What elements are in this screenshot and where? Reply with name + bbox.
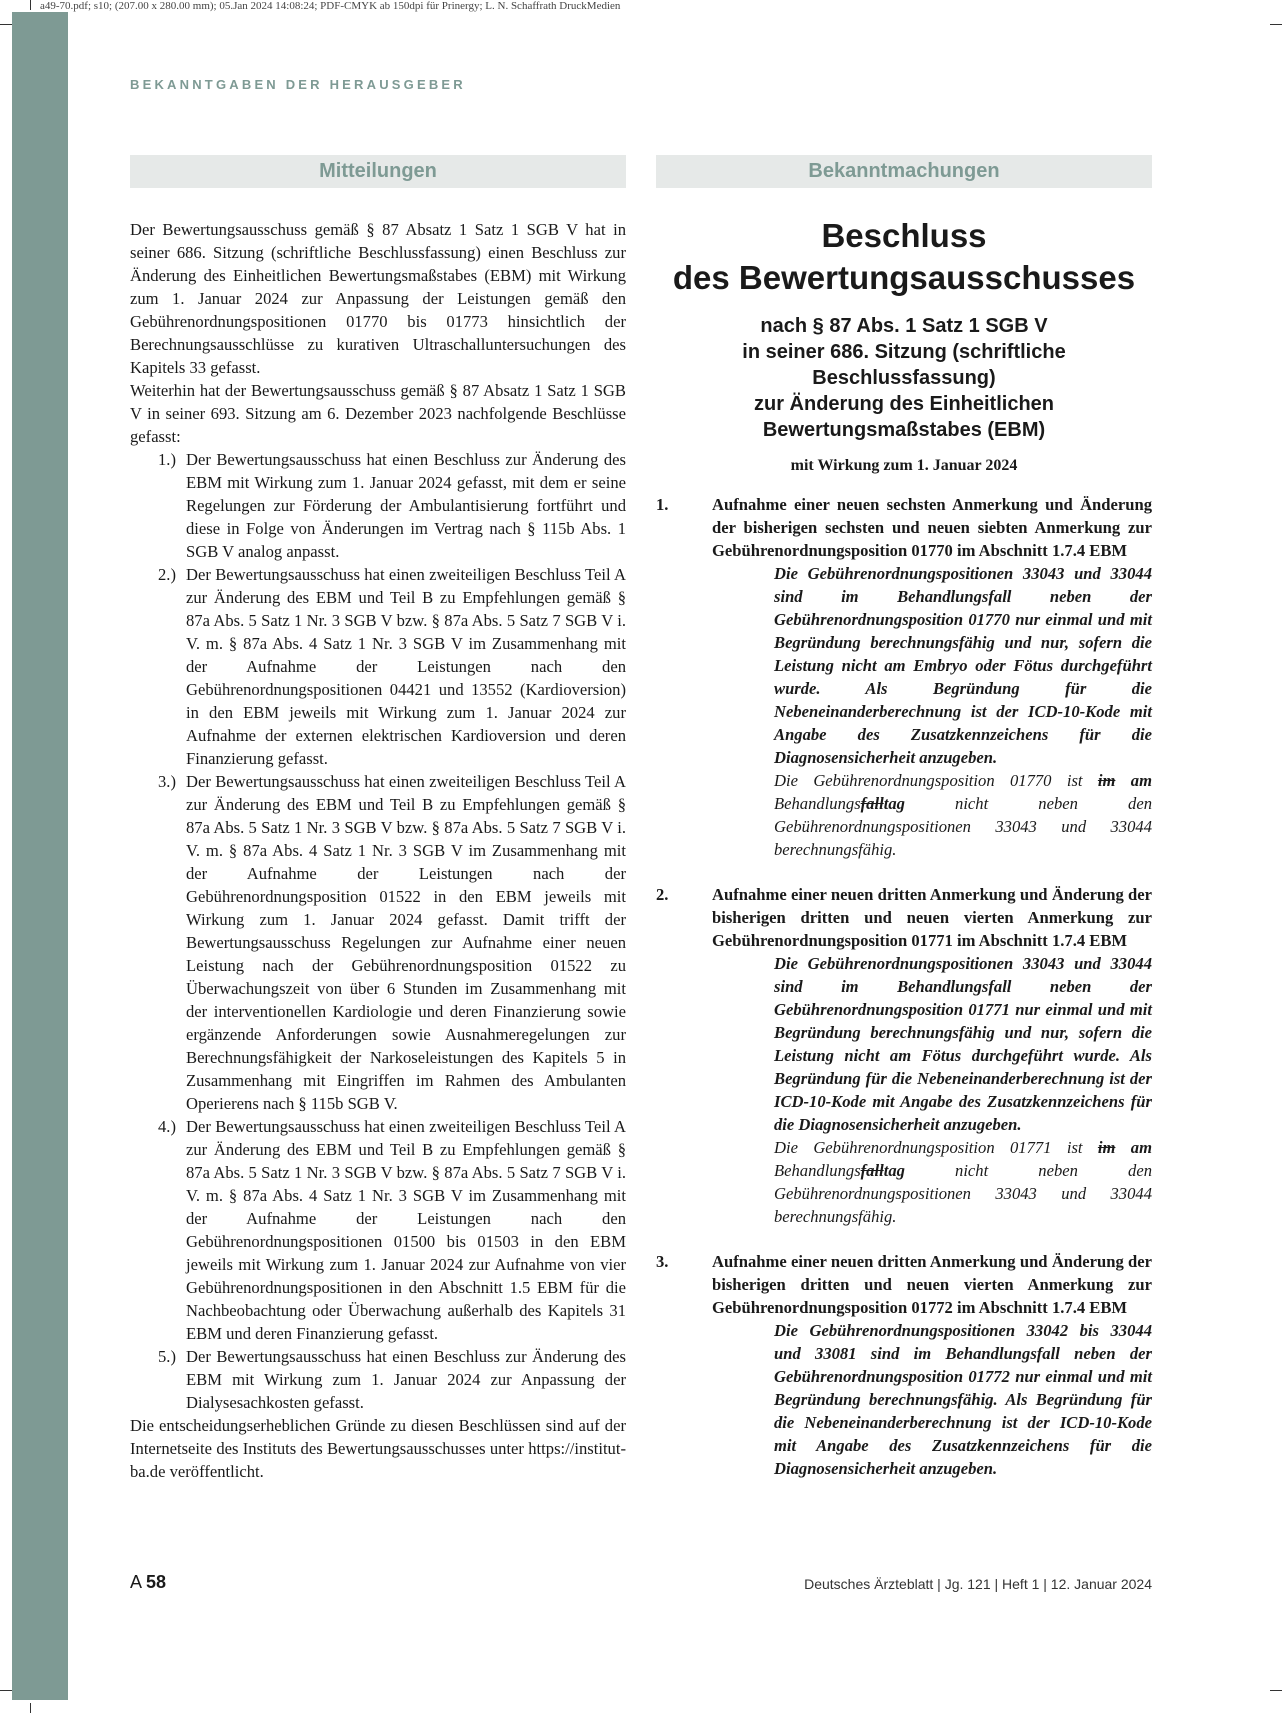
change-text: Behandlungs <box>774 1161 861 1180</box>
page-number <box>130 1572 166 1593</box>
list-number: 5.) <box>158 1347 176 1366</box>
column-heading-mitteilungen: Mitteilungen <box>130 155 626 188</box>
crop-mark <box>0 1690 12 1691</box>
list-number: 3.) <box>158 772 176 791</box>
inserted-text: tag <box>883 794 905 813</box>
pdf-meta-line: a49-70.pdf; s10; (207.00 x 280.00 mm); 05.Jan 2024 14:08:24; PDF-CMYK ab 150dpi für Prinergy; L. N. Schaffrath DruckMedien <box>40 0 621 12</box>
inserted-text: am <box>1115 771 1152 790</box>
effective-date: mit Wirkung zum 1. Januar 2024 <box>790 457 1018 474</box>
decision-list <box>130 448 626 1414</box>
subtitle-line: in seiner 686. Sitzung (schriftliche Beschlussfassung) <box>742 341 1066 389</box>
decision-list-item <box>130 770 626 1115</box>
bekanntmachungen-body <box>656 493 1152 1502</box>
resolution-item <box>656 1250 1152 1480</box>
item-number: 1. <box>656 495 669 514</box>
item-body <box>712 562 1152 861</box>
page-prefix: A <box>130 1572 142 1592</box>
change-text: nicht neben den Gebührenordnungspositionen 33043 und 33044 berechnungsfähig. <box>774 1161 1152 1226</box>
deleted-text: fall <box>860 1161 884 1180</box>
item-number: 3. <box>656 1252 669 1271</box>
crop-mark <box>1270 1690 1282 1691</box>
item-body <box>712 1319 1152 1480</box>
deleted-text: im <box>1097 771 1116 790</box>
intro-paragraph: Der Bewertungsausschuss gemäß § 87 Absatz 1 Satz 1 SGB V hat in seiner 686. Sitzung (schriftliche Beschlussfassung) einen Beschluss zur Änderung des Einheitlichen Bewertungsmaßstabes (EBM) mit Wirkung zum 1. Januar 2024 zur Anpassung der Leistungen gemäß den Gebührenordnungspositionen 01770 bis 01773 hinsichtlich der Berechnungsausschlüsse zu kurativen Ultraschalluntersuchungen des Kapitels 33 gefasst. <box>130 220 626 377</box>
inserted-text: am <box>1115 1138 1152 1157</box>
closing-paragraph: Die entscheidungserheblichen Gründe zu diesen Beschlüssen sind auf der Internetseite des Instituts des Bewertungsausschusses unter https://institut-ba.de veröffentlicht. <box>130 1416 626 1481</box>
decision-list-item <box>130 1115 626 1345</box>
decision-list-item <box>130 448 626 563</box>
resolution-title: Beschluss <box>821 217 987 254</box>
decision-list-item <box>130 563 626 770</box>
list-item-text: Der Bewertungsausschuss hat einen Beschluss zur Änderung des EBM mit Wirkung zum 1. Januar 2024 gefasst, mit dem er seine Regelungen zur Förderung der Ambulantisierung fortführt und diese in Folge von Änderungen im Vertrag nach § 115b Abs. 1 SGB V analog anpasst. <box>186 450 626 561</box>
deleted-text: im <box>1097 1138 1116 1157</box>
mitteilungen-body <box>130 218 626 1483</box>
decision-list-item <box>130 1345 626 1414</box>
item-number: 2. <box>656 885 669 904</box>
resolution-item <box>656 883 1152 1228</box>
resolution-title-line-2: des Bewertungsausschusses <box>672 259 1136 296</box>
subtitle-line: Bewertungsmaßstabes (EBM) <box>762 419 1046 441</box>
list-item-text: Der Bewertungsausschuss hat einen zweiteiligen Beschluss Teil A zur Änderung des EBM und Teil B zu Empfehlungen gemäß § 87a Abs. 5 Satz 1 Nr. 3 SGB V bzw. § 87a Abs. 5 Satz 7 SGB V i. V. m. § 87a Abs. 4 Satz 1 Nr. 3 SGB V im Zusammenhang mit der Aufnahme der Leistungen nach den Gebührenordnungspositionen 01500 bis 01503 in den EBM jeweils mit Wirkung zum 1. Januar 2024 zur Aufnahme von vier Gebührenordnungspositionen in den Abschnitt 1.5 EBM für die Nachbeobachtung oder Überwachung außerhalb des Kapitels 31 EBM und deren Finanzierung gefasst. <box>186 1117 626 1343</box>
side-color-band <box>12 12 68 1700</box>
list-item-text: Der Bewertungsausschuss hat einen Beschluss zur Änderung des EBM mit Wirkung zum 1. Januar 2024 zur Anpassung der Dialysesachkosten gefasst. <box>186 1347 626 1412</box>
change-text: Die Gebührenordnungsposition 01770 ist <box>774 771 1098 790</box>
crop-mark <box>1270 24 1282 25</box>
new-annotation: Die Gebührenordnungspositionen 33042 bis 33044 und 33081 sind im Behandlungsfall neben der Gebührenordnungsposition 01772 nur einmal und mit Begründung berechnungsfähig. Als Begründung für die Nebeneinanderberechnung ist der ICD-10-Kode mit Angabe des Zusatzkennzeichens für die Diagnosensicherheit anzugeben. <box>774 1321 1152 1478</box>
subtitle-line: nach § 87 Abs. 1 Satz 1 SGB V <box>760 315 1048 337</box>
crop-mark <box>30 0 31 10</box>
column-heading-bekanntmachungen: Bekanntmachungen <box>656 155 1152 188</box>
publication-info: Deutsches Ärzteblatt | Jg. 121 | Heft 1 | 12. Januar 2024 <box>804 1576 1152 1592</box>
list-number: 2.) <box>158 565 176 584</box>
subtitle-line: zur Änderung des Einheitlichen <box>753 393 1055 415</box>
list-number: 1.) <box>158 450 176 469</box>
resolution-title-block <box>656 215 1152 475</box>
change-text: Behandlungs <box>774 794 861 813</box>
changed-annotation <box>774 769 1152 861</box>
new-annotation: Die Gebührenordnungspositionen 33043 und 33044 sind im Behandlungsfall neben der Gebührenordnungsposition 01770 nur einmal und mit Begründung berechnungsfähig und nur, sofern die Leistung nicht am Embryo oder Fötus durchgeführt wurde. Als Begründung für die Nebeneinanderberechnung ist der ICD-10-Kode mit Angabe des Zusatzkennzeichens für die Diagnosensicherheit anzugeben. <box>774 564 1152 767</box>
new-annotation: Die Gebührenordnungspositionen 33043 und 33044 sind im Behandlungsfall neben der Gebührenordnungsposition 01771 nur einmal und mit Begründung berechnungsfähig und nur, sofern die Leistung nicht am Fötus durchgeführt wurde. Als Begründung für die Nebeneinanderberechnung ist der ICD-10-Kode mit Angabe des Zusatzkennzeichens für die Diagnosensicherheit anzugeben. <box>774 954 1152 1134</box>
page-number-value: 58 <box>146 1572 167 1592</box>
crop-mark <box>30 1703 31 1713</box>
changed-annotation <box>774 1136 1152 1228</box>
resolution-subtitle <box>656 313 1152 443</box>
list-item-text: Der Bewertungsausschuss hat einen zweiteiligen Beschluss Teil A zur Änderung des EBM und Teil B zu Empfehlungen gemäß § 87a Abs. 5 Satz 1 Nr. 3 SGB V bzw. § 87a Abs. 5 Satz 7 SGB V i. V. m. § 87a Abs. 4 Satz 1 Nr. 3 SGB V im Zusammenhang mit der Aufnahme der Leistungen nach der Gebührenordnungsposition 01522 in den EBM jeweils mit Wirkung zum 1. Januar 2024 gefasst. Damit trifft der Bewertungsausschuss Regelungen zur Aufnahme einer neuen Leistung nach der Gebührenordnungsposition 01522 zu Überwachungszeit von über 6 Stunden im Zusammenhang mit der interventionellen Kardiologie und deren Finanzierung sowie ergänzende Anforderungen sowie Ausnahmeregelungen zur Berechnungsfähigkeit der Narkoseleistungen des Kapitels 5 in Zusammenhang mit Eingriffen im Rahmen des Ambulanten Operierens nach § 115b SGB V. <box>186 772 626 1113</box>
item-body <box>712 952 1152 1228</box>
section-label: BEKANNTGABEN DER HERAUSGEBER <box>130 77 466 92</box>
inserted-text: tag <box>883 1161 905 1180</box>
intro-paragraph-2: Weiterhin hat der Bewertungsausschuss gemäß § 87 Absatz 1 Satz 1 SGB V in seiner 693. Sitzung am 6. Dezember 2023 nachfolgende Beschlüsse gefasst: <box>130 381 626 446</box>
change-text: nicht neben den Gebührenordnungspositionen 33043 und 33044 berechnungsfähig. <box>774 794 1152 859</box>
list-item-text: Der Bewertungsausschuss hat einen zweiteiligen Beschluss Teil A zur Änderung des EBM und Teil B zu Empfehlungen gemäß § 87a Abs. 5 Satz 1 Nr. 3 SGB V bzw. § 87a Abs. 5 Satz 7 SGB V i. V. m. § 87a Abs. 4 Satz 1 Nr. 3 SGB V im Zusammenhang mit der Aufnahme der Leistungen nach den Gebührenordnungspositionen 04421 und 13552 (Kardioversion) in den EBM jeweils mit Wirkung zum 1. Januar 2024 zur Aufnahme der externen elektrischen Kardioversion und deren Finanzierung gefasst. <box>186 565 626 768</box>
item-heading: Aufnahme einer neuen dritten Anmerkung und Änderung der bisherigen dritten und neuen vierten Anmerkung zur Gebührenordnungsposition 01772 im Abschnitt 1.7.4 EBM <box>712 1252 1152 1317</box>
resolution-item <box>656 493 1152 861</box>
change-text: Die Gebührenordnungsposition 01771 ist <box>774 1138 1098 1157</box>
crop-mark <box>0 24 12 25</box>
item-heading: Aufnahme einer neuen dritten Anmerkung und Änderung der bisherigen dritten und neuen vierten Anmerkung zur Gebührenordnungsposition 01771 im Abschnitt 1.7.4 EBM <box>712 885 1152 950</box>
deleted-text: fall <box>860 794 884 813</box>
item-heading: Aufnahme einer neuen sechsten Anmerkung und Änderung der bisherigen sechsten und neuen siebten Anmerkung zur Gebührenordnungsposition 01770 im Abschnitt 1.7.4 EBM <box>712 495 1152 560</box>
list-number: 4.) <box>158 1117 176 1136</box>
